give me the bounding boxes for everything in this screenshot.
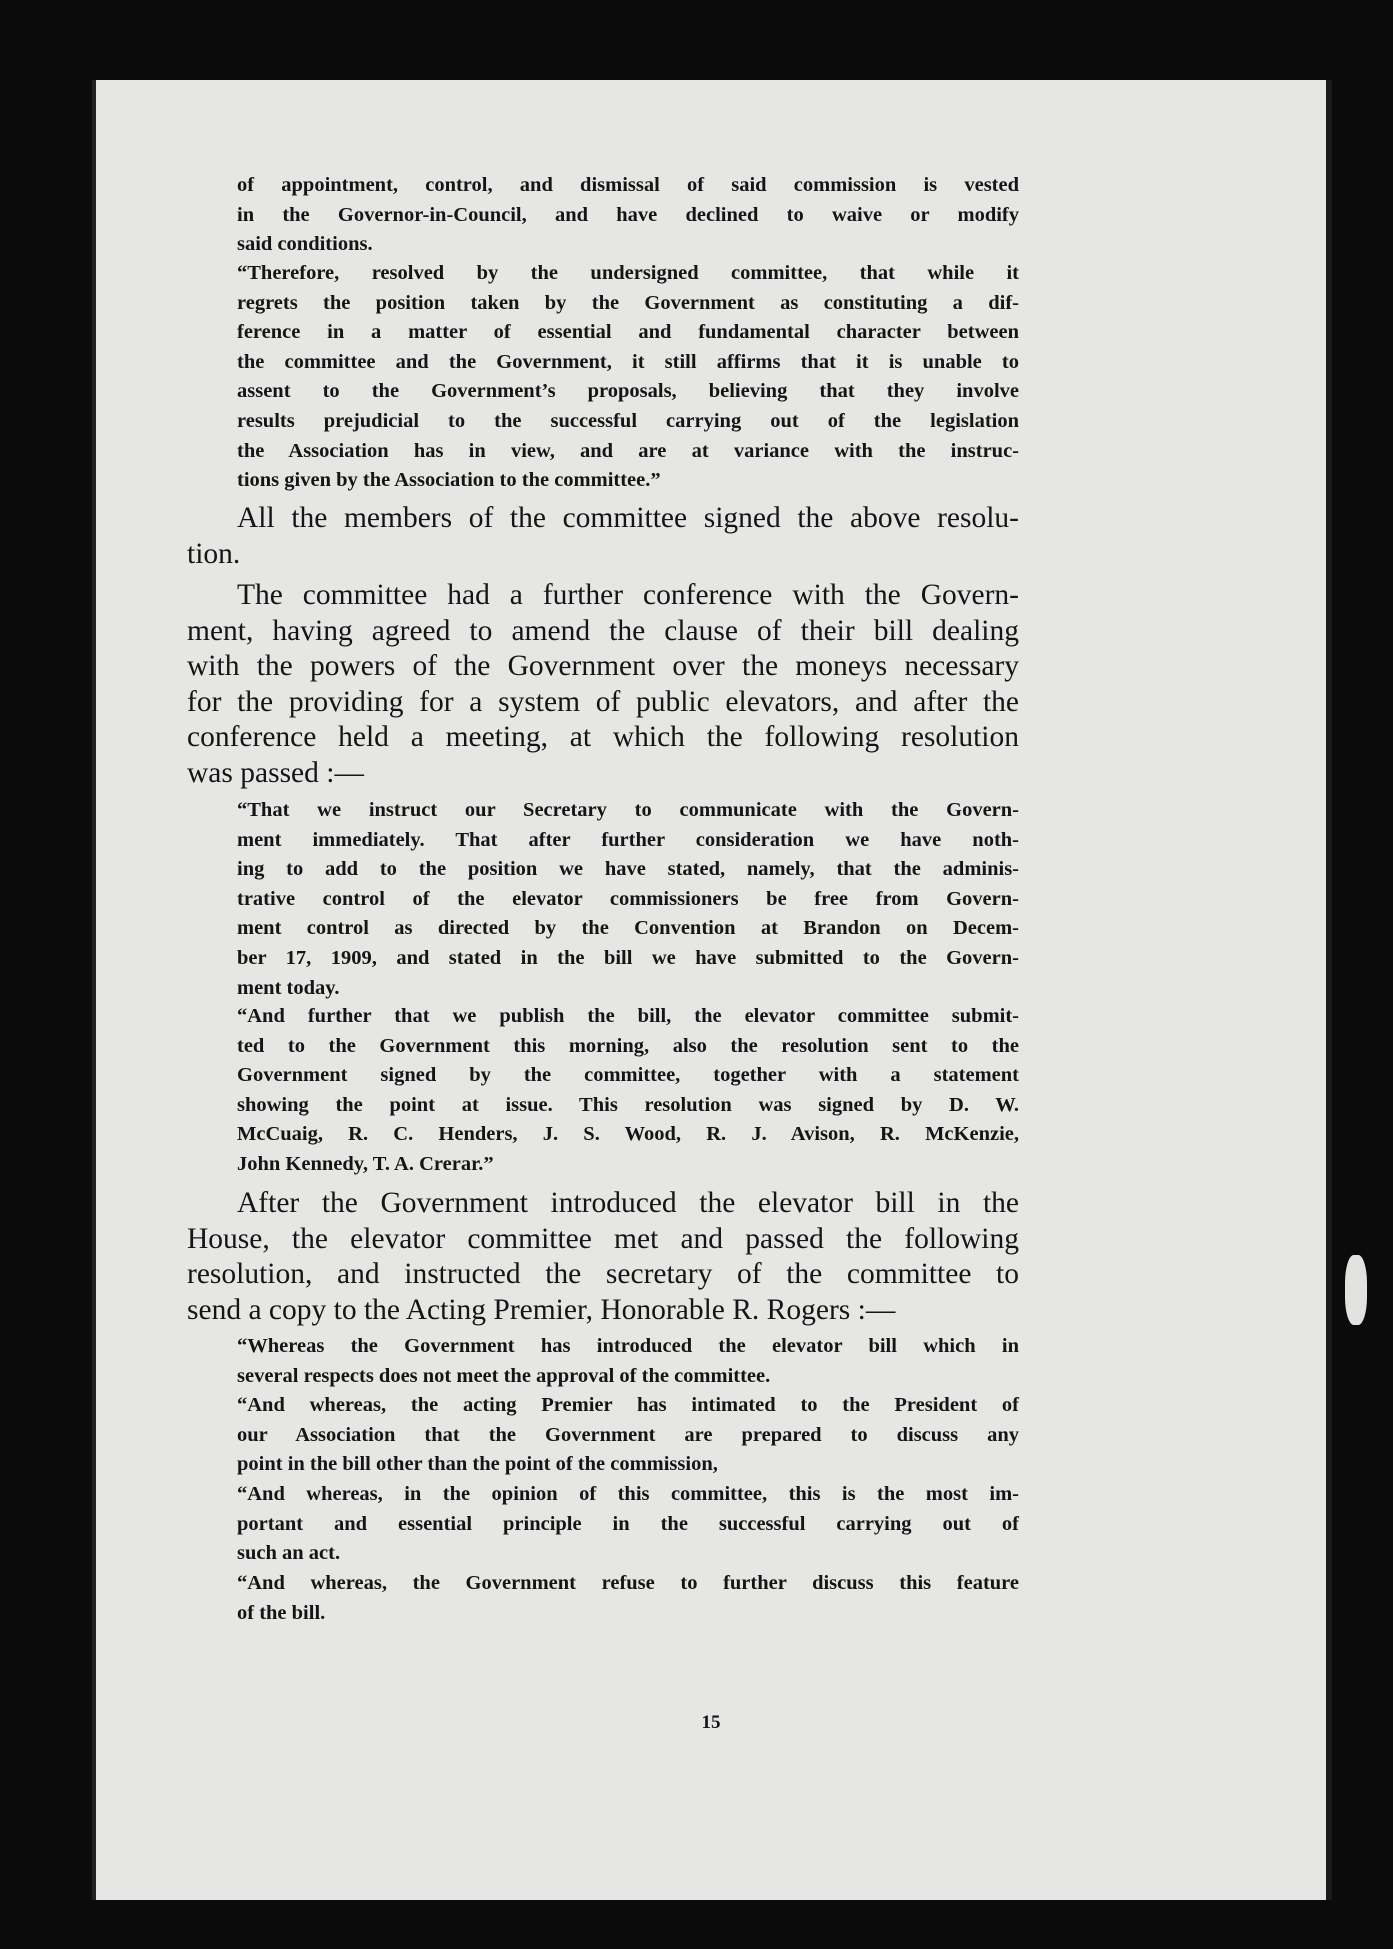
text-line: “And whereas, the Government refuse to further discuss this feature: [237, 1572, 1019, 1594]
page-number: 15: [701, 1712, 721, 1733]
text-line: tion.: [187, 537, 241, 570]
paragraph: [215, 1569, 1019, 1628]
text-line: in the Governor-in-Council, and have declined to waive or modify: [237, 203, 1019, 226]
paragraph: [215, 1391, 1019, 1480]
text-line: send a copy to the Acting Premier, Honorable R. Rogers :—: [187, 1293, 896, 1326]
text-line: portant and essential principle in the successful carrying out of: [237, 1512, 1019, 1535]
text-line: ment today.: [237, 976, 340, 999]
text-line: several respects does not meet the approval of the committee.: [237, 1364, 771, 1387]
text-line: regrets the position taken by the Government as constituting a dif-: [237, 291, 1019, 314]
text-line: After the Government introduced the elevator bill in the: [237, 1187, 1019, 1219]
paragraph: [215, 1332, 1019, 1391]
text-line: “Whereas the Government has introduced the elevator bill which in: [237, 1335, 1019, 1357]
document-page: [92, 80, 1326, 1900]
text-line: results prejudicial to the successful carrying out of the legislation: [237, 409, 1019, 432]
paragraph: [215, 796, 1019, 1003]
paragraph: [187, 1186, 1019, 1328]
text-line: the Association has in view, and are at variance with the instruc-: [237, 439, 1019, 462]
text-line: our Association that the Government are prepared to discuss any: [237, 1423, 1019, 1446]
text-line: with the powers of the Government over the moneys necessary: [187, 650, 1019, 682]
paragraph: [215, 1480, 1019, 1569]
text-line: was passed :—: [187, 756, 364, 789]
text-line: conference held a meeting, at which the following resolution: [187, 721, 1019, 753]
text-line: resolution, and instructed the secretary of the committee to: [187, 1258, 1019, 1290]
text-line: of appointment, control, and dismissal of said commission is vested: [237, 174, 1019, 196]
paragraph: [215, 1002, 1019, 1180]
text-line: The committee had a further conference with the Govern-: [237, 579, 1019, 611]
text-line: “And whereas, the acting Premier has intimated to the President of: [237, 1394, 1019, 1416]
text-line: showing the point at issue. This resolution was signed by D. W.: [237, 1093, 1019, 1116]
text-line: ment immediately. That after further consideration we have noth-: [237, 828, 1019, 851]
scan-artifact: [1345, 1255, 1367, 1325]
text-line: said conditions.: [237, 233, 373, 256]
text-line: of the bill.: [237, 1601, 326, 1624]
text-line: John Kennedy, T. A. Crerar.”: [237, 1152, 494, 1175]
text-line: point in the bill other than the point of the commission,: [237, 1453, 718, 1476]
text-line: trative control of the elevator commissioners be free from Govern-: [237, 887, 1019, 910]
text-line: ing to add to the position we have stated, namely, that the adminis-: [237, 858, 1019, 881]
text-line: ment, having agreed to amend the clause of their bill dealing: [187, 614, 1019, 647]
paragraph: [187, 578, 1019, 791]
text-line: Government signed by the committee, together with a statement: [237, 1064, 1019, 1087]
text-line: “That we instruct our Secretary to communicate with the Govern-: [237, 799, 1019, 821]
text-line: ment control as directed by the Convention at Brandon on Decem-: [237, 917, 1019, 940]
text-line: ference in a matter of essential and fundamental character between: [237, 321, 1019, 344]
paragraph: [187, 501, 1019, 572]
text-line: “And further that we publish the bill, the elevator committee submit-: [237, 1005, 1019, 1027]
text-line: ted to the Government this morning, also the resolution sent to the: [237, 1034, 1019, 1057]
text-line: assent to the Government’s proposals, believing that they involve: [237, 380, 1019, 403]
text-line: such an act.: [237, 1542, 341, 1565]
text-line: ber 17, 1909, and stated in the bill we have submitted to the Govern-: [237, 946, 1019, 969]
text-line: House, the elevator committee met and passed the following: [187, 1222, 1019, 1255]
text-line: All the members of the committee signed the above resolu-: [237, 502, 1019, 534]
text-line: “Therefore, resolved by the undersigned committee, that while it: [237, 262, 1019, 284]
text-line: for the providing for a system of public elevators, and after the: [187, 685, 1019, 718]
text-line: McCuaig, R. C. Henders, J. S. Wood, R. J. Avison, R. McKenzie,: [237, 1123, 1019, 1146]
text-line: the committee and the Government, it still affirms that it is unable to: [237, 350, 1019, 373]
paragraph: [237, 171, 1019, 260]
text-line: tions given by the Association to the committee.”: [237, 469, 661, 492]
text-line: “And whereas, in the opinion of this committee, this is the most im-: [237, 1483, 1019, 1505]
paragraph: [215, 259, 1019, 496]
